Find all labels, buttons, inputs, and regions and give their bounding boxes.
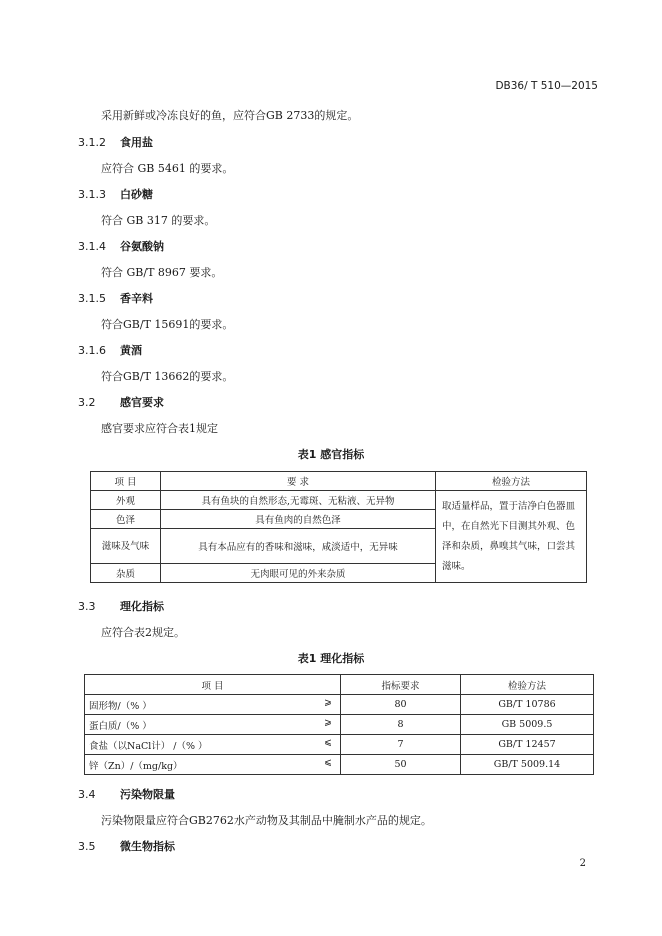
section-paragraph: 符合 GB/T 8967 要求。 [101,266,223,279]
column-header: 要 求 [161,472,436,491]
table2-caption: 表1 理化指标 [297,652,365,665]
table-row [85,695,594,715]
section-number: 3.2 [78,396,96,409]
item-cell [85,695,341,715]
table-row [85,715,594,735]
section-paragraph: 符合GB/T 15691的要求。 [101,318,234,331]
section-number: 3.1.2 [78,136,106,149]
comparison-symbol: ⩾ [324,717,332,728]
column-header: 检验方法 [461,675,594,695]
section-number: 3.1.3 [78,188,106,201]
section-paragraph: 污染物限量应符合GB2762水产动物及其制品中腌制水产品的规定。 [101,814,432,827]
section-title: 微生物指标 [120,840,175,853]
column-header: 项 目 [85,675,341,695]
requirement-cell: 具有本品应有的香味和滋味，咸淡适中，无异味 [161,529,436,564]
item-cell [85,715,341,735]
table-header-row [85,675,594,695]
section-number: 3.5 [78,840,96,853]
section-number: 3.1.4 [78,240,106,253]
table1-caption: 表1 感官指标 [297,448,365,461]
column-header: 指标要求 [341,675,461,695]
table-row [85,735,594,755]
item-label: 蛋白质/（% ） [89,720,152,732]
section-title: 白砂糖 [120,188,153,201]
section-number: 3.3 [78,600,96,613]
section-heading [78,238,164,254]
column-header: 检验方法 [436,472,587,491]
page-number: 2 [579,858,586,869]
item-label: 锌（Zn）/（mg/kg） [89,760,183,772]
section-number: 3.1.5 [78,292,106,305]
item-label: 固形物/（% ） [89,700,152,712]
section-paragraph: 应符合表2规定。 [101,626,185,639]
item-cell [85,735,341,755]
item-cell: 外观 [91,491,161,510]
requirement-cell: 无肉眼可见的外来杂质 [161,564,436,583]
section-title: 谷氨酸钠 [120,240,164,253]
comparison-symbol: ⩽ [324,737,332,748]
section-paragraph: 应符合 GB 5461 的要求。 [101,162,234,175]
section-heading [78,342,142,358]
requirement-cell: 具有鱼块的自然形态,无霉斑、无粘液、无异物 [161,491,436,510]
sensory-table [90,471,587,583]
section-heading [78,838,175,854]
table-header-row [91,472,587,491]
value-cell: 80 [341,695,461,715]
section-heading [78,786,175,802]
section-paragraph: 符合GB/T 13662的要求。 [101,370,234,383]
section-paragraph: 符合 GB 317 的要求。 [101,214,216,227]
physicochemical-table [84,674,594,775]
method-cell: 取适量样品，置于洁净白色器皿中，在自然光下目测其外观、色泽和杂质，鼻嗅其气味，口尝其滋味。 [436,491,587,583]
section-heading [78,394,164,410]
section-title: 感官要求 [120,396,164,409]
document-code: DB36/ T 510—2015 [495,80,598,92]
comparison-symbol: ⩽ [324,757,332,768]
table-row [91,491,587,510]
method-cell: GB/T 5009.14 [461,755,594,775]
method-cell: GB 5009.5 [461,715,594,735]
section-title: 香辛料 [120,292,153,305]
section-paragraph: 感官要求应符合表1规定 [101,422,218,435]
item-cell: 滋味及气味 [91,529,161,564]
item-label: 食盐（以NaCl计） /（% ） [89,740,208,752]
value-cell: 50 [341,755,461,775]
section-number: 3.4 [78,788,96,801]
method-cell: GB/T 12457 [461,735,594,755]
item-cell: 色泽 [91,510,161,529]
section-heading [78,134,153,150]
table-row [85,755,594,775]
section-title: 理化指标 [120,600,164,613]
section-title: 食用盐 [120,136,153,149]
section-heading [78,598,164,614]
method-cell: GB/T 10786 [461,695,594,715]
value-cell: 7 [341,735,461,755]
section-number: 3.1.6 [78,344,106,357]
comparison-symbol: ⩾ [324,697,332,708]
item-cell: 杂质 [91,564,161,583]
item-cell [85,755,341,775]
section-title: 黄酒 [120,344,142,357]
section-heading [78,290,153,306]
section-heading [78,186,153,202]
intro-paragraph: 采用新鲜或冷冻良好的鱼，应符合GB 2733的规定。 [101,109,359,122]
value-cell: 8 [341,715,461,735]
column-header: 项 目 [91,472,161,491]
requirement-cell: 具有鱼肉的自然色泽 [161,510,436,529]
section-title: 污染物限量 [120,788,175,801]
